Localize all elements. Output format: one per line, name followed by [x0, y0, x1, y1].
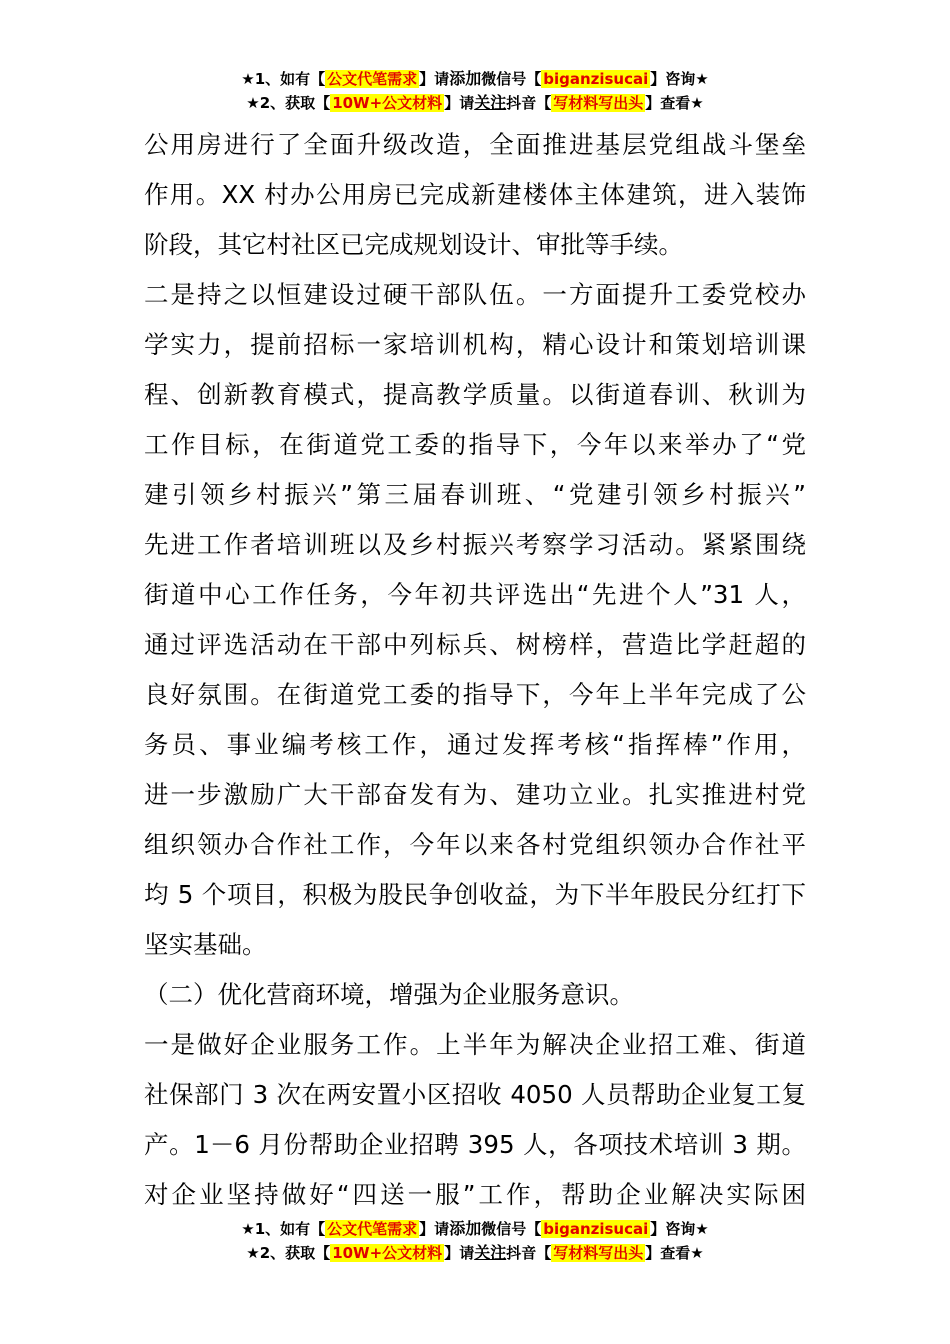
body-line: 坚实基础。: [144, 930, 267, 959]
body-line: 街道中心工作任务，今年初共评选出“先进个人”31 人，: [144, 580, 806, 609]
promo-text: 】查看★: [645, 94, 704, 112]
highlight-text: biganzisucai: [543, 1220, 649, 1238]
promo-text: ★2、获取【: [246, 94, 331, 112]
body-line: 一是做好企业服务工作。上半年为解决企业招工难、街道: [144, 1030, 806, 1059]
promo-line-2: [0, 1242, 950, 1266]
highlight-text: 写材料写出头: [553, 94, 644, 112]
promo-text: 】请: [419, 1220, 450, 1238]
promo-line-2: [0, 92, 950, 116]
promo-text: 】请: [419, 70, 450, 88]
promo-text: 抖音【: [506, 1244, 552, 1262]
body-line: 二是持之以恒建设过硬干部队伍。一方面提升工委党校办: [144, 280, 806, 309]
highlight-text: 10W+公文材料: [332, 1244, 443, 1262]
body-line: 先进工作者培训班以及乡村振兴考察学习活动。紧紧围绕: [144, 530, 806, 559]
highlight-text: 公文代笔需求: [327, 70, 418, 88]
highlight-text: 写材料写出头: [553, 1244, 644, 1262]
emphasis-text: 添加: [449, 69, 482, 88]
promo-text: 微信号【: [481, 1220, 542, 1238]
promo-text: 微信号【: [481, 70, 542, 88]
promo-line-1: [0, 68, 950, 92]
body-line: 产。1－6 月份帮助企业招聘 395 人，各项技术培训 3 期。: [144, 1130, 806, 1159]
body-line: 通过评选活动在干部中列标兵、树榜样，营造比学赶超的: [144, 630, 806, 659]
body-line: 进一步激励广大干部奋发有为、建功立业。扎实推进村党: [144, 780, 806, 809]
promo-banner-bottom: [0, 1218, 950, 1266]
body-line: 组织领办合作社工作，今年以来各村党组织领办合作社平: [144, 830, 806, 859]
section-heading: （二）优化营商环境，增强为企业服务意识。: [144, 980, 634, 1009]
body-line: 工作目标，在街道党工委的指导下，今年以来举办了“党: [144, 430, 806, 459]
body-line: 均 5 个项目，积极为股民争创收益，为下半年股民分红打下: [144, 880, 806, 909]
promo-text: 】请: [444, 1244, 475, 1262]
promo-text: ★2、获取【: [246, 1244, 331, 1262]
highlight-text: biganzisucai: [543, 70, 649, 88]
body-line: 作用。XX 村办公用房已完成新建楼体主体建筑，进入装饰: [144, 180, 806, 209]
highlight-text: 10W+公文材料: [332, 94, 443, 112]
body-line: 务员、事业编考核工作，通过发挥考核“指挥棒”作用，: [144, 730, 806, 759]
promo-text: ★1、如有【: [241, 1220, 326, 1238]
promo-text: ★1、如有【: [241, 70, 326, 88]
emphasis-text: 关注: [474, 1243, 507, 1262]
promo-banner-top: [0, 68, 950, 116]
body-line: 阶段，其它村社区已完成规划设计、审批等手续。: [144, 230, 683, 259]
body-line: 对企业坚持做好“四送一服”工作，帮助企业解决实际困: [144, 1180, 806, 1209]
body-line: 建引领乡村振兴”第三届春训班、“党建引领乡村振兴”: [144, 480, 806, 509]
emphasis-text: 关注: [474, 93, 507, 112]
highlight-text: 公文代笔需求: [327, 1220, 418, 1238]
body-text: [144, 120, 806, 1220]
promo-text: 】咨询★: [650, 70, 709, 88]
body-line: 学实力，提前招标一家培训机构，精心设计和策划培训课: [144, 330, 806, 359]
promo-text: 】查看★: [645, 1244, 704, 1262]
emphasis-text: 添加: [449, 1219, 482, 1238]
promo-text: 】咨询★: [650, 1220, 709, 1238]
body-line: 公用房进行了全面升级改造，全面推进基层党组战斗堡垒: [144, 130, 806, 159]
body-line: 社保部门 3 次在两安置小区招收 4050 人员帮助企业复工复: [144, 1080, 806, 1109]
body-line: 良好氛围。在街道党工委的指导下，今年上半年完成了公: [144, 680, 806, 709]
promo-text: 抖音【: [506, 94, 552, 112]
promo-line-1: [0, 1218, 950, 1242]
body-line: 程、创新教育模式，提高教学质量。以街道春训、秋训为: [144, 380, 806, 409]
promo-text: 】请: [444, 94, 475, 112]
